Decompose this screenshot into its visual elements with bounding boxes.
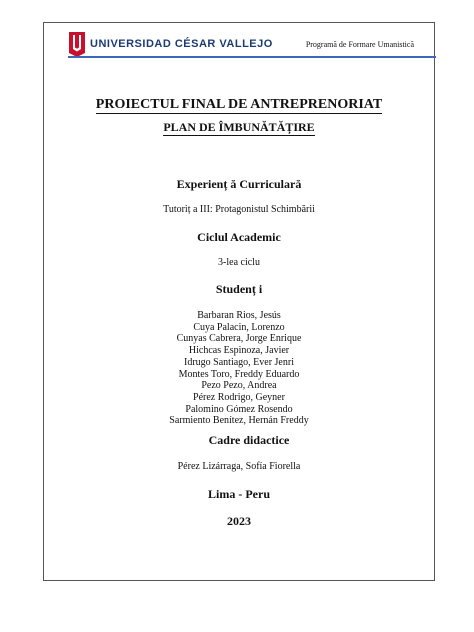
document-subtitle [43, 120, 435, 135]
student-name: Barbaran Rios, Jesús [197, 310, 281, 321]
header-divider [68, 56, 436, 58]
cycle-value: 3-lea ciclu [218, 257, 260, 268]
student-name: Montes Toro, Freddy Eduardo [178, 368, 300, 380]
year: 2023 [227, 514, 251, 528]
staff-value: Pérez Lizárraga, Sofía Fiorella [177, 461, 301, 472]
document-title [43, 97, 435, 113]
student-name: Pérez Rodrigo, Geyner [193, 391, 285, 403]
university-logo-icon [68, 31, 86, 57]
document-subtitle-text: PLAN DE ÎMBUNĂTĂȚIRE [163, 120, 315, 134]
student-name: Hichcas Espinoza, Javier [188, 345, 290, 357]
student-name: Palomino Gómez Rosendo [185, 403, 293, 415]
document-title-text: PROIECTUL FINAL DE ANTREPRENORIAT [95, 97, 383, 112]
curricular-value: Tutoriț a III: Protagonistul Schimbării [163, 204, 315, 215]
document-header [68, 28, 436, 58]
cycle-heading: Ciclul Academic [197, 230, 281, 244]
curricular-heading: Experienț ă Curriculară [176, 177, 302, 191]
students-heading: Studenț i [215, 282, 263, 296]
student-name: Idrugo Santiago, Ever Jenri [184, 356, 294, 368]
location: Lima - Peru [208, 487, 270, 501]
student-name: Cunyas Cabrera, Jorge Enrique [176, 333, 302, 345]
student-name: Cuya Palacin, Lorenzo [193, 321, 285, 333]
program-name: Programă de Formare Umanistică [305, 40, 414, 49]
staff-heading: Cadre didactice [208, 433, 290, 447]
student-list [43, 310, 435, 427]
student-name: Sarmiento Benítez, Hernán Freddy [169, 415, 309, 427]
student-name: Pezo Pezo, Andrea [201, 380, 277, 392]
university-name: UNIVERSIDAD CÉSAR VALLEJO [90, 38, 273, 50]
